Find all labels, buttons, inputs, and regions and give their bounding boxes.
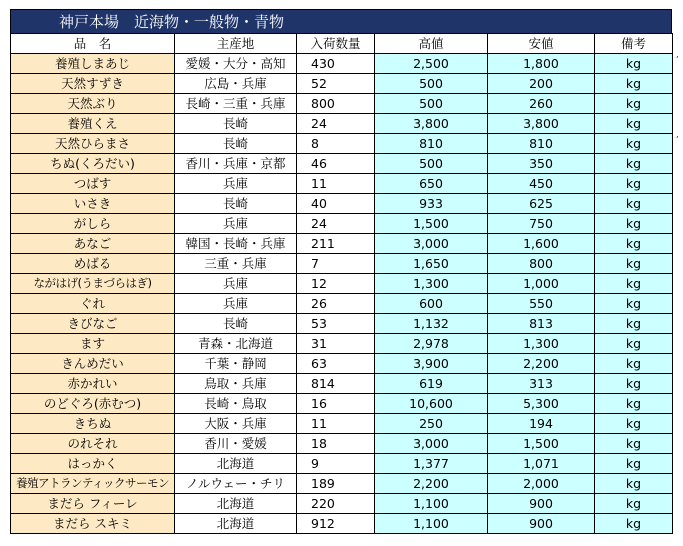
- cell-high: 1,500: [375, 214, 488, 234]
- cell-qty: 11: [297, 174, 375, 194]
- table-row: [11, 434, 673, 454]
- cell-low: 625: [488, 194, 595, 214]
- table-row: [11, 154, 673, 174]
- cell-low: 900: [488, 514, 595, 534]
- table-row: [11, 174, 673, 194]
- cell-qty: 8: [297, 134, 375, 154]
- cell-unit: kg: [595, 494, 673, 514]
- cell-unit: kg: [595, 414, 673, 434]
- cell-name: のれそれ: [11, 434, 175, 454]
- cell-name: いさき: [11, 194, 175, 214]
- cell-name: きちぬ: [11, 414, 175, 434]
- cell-unit: kg: [595, 454, 673, 474]
- cell-unit: kg: [595, 114, 673, 134]
- cell-name: のどぐろ(赤むつ): [11, 394, 175, 414]
- cell-high: 1,377: [375, 454, 488, 474]
- cell-low: 2,200: [488, 354, 595, 374]
- cell-qty: 40: [297, 194, 375, 214]
- cell-low: 1,800: [488, 54, 595, 74]
- cell-qty: 16: [297, 394, 375, 414]
- table-row: [11, 254, 673, 274]
- cell-high: 500: [375, 94, 488, 114]
- table-row: [11, 74, 673, 94]
- table-row: [11, 514, 673, 534]
- cell-unit: kg: [595, 474, 673, 494]
- cell-qty: 814: [297, 374, 375, 394]
- cell-unit: kg: [595, 74, 673, 94]
- cell-name: きんめだい: [11, 354, 175, 374]
- cell-unit: kg: [595, 434, 673, 454]
- cell-origin: 兵庫: [175, 214, 297, 234]
- table-row: [11, 354, 673, 374]
- cell-unit: kg: [595, 374, 673, 394]
- cell-origin: 香川・兵庫・京都: [175, 154, 297, 174]
- cell-qty: 800: [297, 94, 375, 114]
- price-sheet: [10, 9, 672, 534]
- cell-unit: kg: [595, 54, 673, 74]
- cell-origin: 長崎・三重・兵庫: [175, 94, 297, 114]
- cell-name: 天然ひらまさ: [11, 134, 175, 154]
- cell-name: ちぬ(くろだい): [11, 154, 175, 174]
- cell-low: 194: [488, 414, 595, 434]
- cell-name: 天然すずき: [11, 74, 175, 94]
- cell-name: 養殖しまあじ: [11, 54, 175, 74]
- cell-high: 500: [375, 154, 488, 174]
- cell-origin: 三重・兵庫: [175, 254, 297, 274]
- cell-unit: kg: [595, 314, 673, 334]
- table-row: [11, 314, 673, 334]
- cell-unit: kg: [595, 334, 673, 354]
- cell-low: 813: [488, 314, 595, 334]
- cell-low: 2,000: [488, 474, 595, 494]
- table-row: [11, 194, 673, 214]
- cell-origin: 大阪・兵庫: [175, 414, 297, 434]
- cell-high: 250: [375, 414, 488, 434]
- header-row: [11, 34, 673, 54]
- cell-qty: 7: [297, 254, 375, 274]
- cell-qty: 63: [297, 354, 375, 374]
- header-low: 安値: [488, 34, 595, 54]
- cell-qty: 9: [297, 454, 375, 474]
- cell-origin: 愛媛・大分・高知: [175, 54, 297, 74]
- cell-origin: 長崎: [175, 134, 297, 154]
- table-row: [11, 134, 673, 154]
- cell-unit: kg: [595, 274, 673, 294]
- cell-qty: 24: [297, 114, 375, 134]
- cell-qty: 52: [297, 74, 375, 94]
- cell-origin: ノルウェー・チリ: [175, 474, 297, 494]
- cell-high: 1,300: [375, 274, 488, 294]
- cell-low: 750: [488, 214, 595, 234]
- table-row: [11, 94, 673, 114]
- cell-origin: 北海道: [175, 454, 297, 474]
- cell-low: 1,071: [488, 454, 595, 474]
- cell-high: 3,800: [375, 114, 488, 134]
- cell-unit: kg: [595, 174, 673, 194]
- cell-high: 619: [375, 374, 488, 394]
- cell-qty: 46: [297, 154, 375, 174]
- cell-origin: 千葉・静岡: [175, 354, 297, 374]
- cell-low: 900: [488, 494, 595, 514]
- cell-origin: 長崎: [175, 114, 297, 134]
- sheet-title: 神戸本場 近海物・一般物・青物: [10, 9, 672, 33]
- table-row: [11, 214, 673, 234]
- cell-high: 650: [375, 174, 488, 194]
- cell-unit: kg: [595, 234, 673, 254]
- table-row: [11, 114, 673, 134]
- header-origin: 主産地: [175, 34, 297, 54]
- header-name: 品 名: [11, 34, 175, 54]
- table-row: [11, 54, 673, 74]
- cell-high: 2,500: [375, 54, 488, 74]
- table-row: [11, 294, 673, 314]
- cell-unit: kg: [595, 254, 673, 274]
- cell-name: まだら スキミ: [11, 514, 175, 534]
- cell-qty: 189: [297, 474, 375, 494]
- cell-low: 800: [488, 254, 595, 274]
- cell-name: ながはげ(うまづらはぎ): [11, 274, 175, 294]
- cell-name: めばる: [11, 254, 175, 274]
- cell-qty: 211: [297, 234, 375, 254]
- cell-name: 養殖くえ: [11, 114, 175, 134]
- cell-origin: 長崎: [175, 194, 297, 214]
- cell-origin: 兵庫: [175, 294, 297, 314]
- cell-high: 3,900: [375, 354, 488, 374]
- cell-name: 赤かれい: [11, 374, 175, 394]
- cell-unit: kg: [595, 514, 673, 534]
- table-row: [11, 274, 673, 294]
- cell-high: 3,000: [375, 434, 488, 454]
- cell-qty: 18: [297, 434, 375, 454]
- cell-high: 10,600: [375, 394, 488, 414]
- cell-qty: 53: [297, 314, 375, 334]
- table-row: [11, 414, 673, 434]
- cell-unit: kg: [595, 194, 673, 214]
- table-row: [11, 394, 673, 414]
- table-row: [11, 334, 673, 354]
- cell-qty: 26: [297, 294, 375, 314]
- cell-unit: kg: [595, 354, 673, 374]
- cell-low: 350: [488, 154, 595, 174]
- cell-qty: 11: [297, 414, 375, 434]
- table-row: [11, 234, 673, 254]
- cell-name: 天然ぶり: [11, 94, 175, 114]
- cell-high: 1,100: [375, 494, 488, 514]
- cell-name: きびなご: [11, 314, 175, 334]
- cell-unit: kg: [595, 94, 673, 114]
- cell-low: 1,000: [488, 274, 595, 294]
- table-body: [11, 54, 673, 534]
- cell-origin: 韓国・長崎・兵庫: [175, 234, 297, 254]
- cell-low: 810: [488, 134, 595, 154]
- cell-low: 1,500: [488, 434, 595, 454]
- cell-unit: kg: [595, 214, 673, 234]
- edge-mark-2: ,: [676, 130, 679, 139]
- table-row: [11, 374, 673, 394]
- cell-low: 550: [488, 294, 595, 314]
- cell-origin: 長崎・鳥取: [175, 394, 297, 414]
- cell-qty: 912: [297, 514, 375, 534]
- cell-high: 2,200: [375, 474, 488, 494]
- cell-high: 1,132: [375, 314, 488, 334]
- table-row: [11, 474, 673, 494]
- cell-unit: kg: [595, 294, 673, 314]
- cell-high: 933: [375, 194, 488, 214]
- cell-low: 260: [488, 94, 595, 114]
- cell-high: 3,000: [375, 234, 488, 254]
- cell-low: 3,800: [488, 114, 595, 134]
- cell-low: 1,300: [488, 334, 595, 354]
- cell-unit: kg: [595, 394, 673, 414]
- cell-name: ます: [11, 334, 175, 354]
- cell-name: あなご: [11, 234, 175, 254]
- table-row: [11, 494, 673, 514]
- cell-high: 810: [375, 134, 488, 154]
- cell-name: がしら: [11, 214, 175, 234]
- cell-origin: 香川・愛媛: [175, 434, 297, 454]
- cell-origin: 長崎: [175, 314, 297, 334]
- cell-name: まだら フィーレ: [11, 494, 175, 514]
- cell-name: 養殖アトランティックサーモン: [11, 474, 175, 494]
- cell-origin: 広島・兵庫: [175, 74, 297, 94]
- cell-low: 1,600: [488, 234, 595, 254]
- table-row: [11, 454, 673, 474]
- cell-origin: 青森・北海道: [175, 334, 297, 354]
- cell-unit: kg: [595, 134, 673, 154]
- cell-low: 450: [488, 174, 595, 194]
- cell-name: はっかく: [11, 454, 175, 474]
- header-unit: 備考: [595, 34, 673, 54]
- cell-qty: 430: [297, 54, 375, 74]
- price-table: [10, 33, 673, 534]
- cell-low: 313: [488, 374, 595, 394]
- cell-origin: 北海道: [175, 494, 297, 514]
- cell-low: 5,300: [488, 394, 595, 414]
- header-high: 高値: [375, 34, 488, 54]
- cell-high: 2,978: [375, 334, 488, 354]
- cell-qty: 12: [297, 274, 375, 294]
- cell-high: 600: [375, 294, 488, 314]
- cell-qty: 24: [297, 214, 375, 234]
- cell-unit: kg: [595, 154, 673, 174]
- cell-origin: 兵庫: [175, 274, 297, 294]
- cell-origin: 鳥取・兵庫: [175, 374, 297, 394]
- cell-qty: 220: [297, 494, 375, 514]
- header-qty: 入荷数量: [297, 34, 375, 54]
- cell-origin: 北海道: [175, 514, 297, 534]
- cell-origin: 兵庫: [175, 174, 297, 194]
- cell-high: 1,100: [375, 514, 488, 534]
- cell-qty: 31: [297, 334, 375, 354]
- cell-low: 200: [488, 74, 595, 94]
- cell-high: 500: [375, 74, 488, 94]
- edge-mark-1: ,: [676, 50, 679, 59]
- cell-name: ぐれ: [11, 294, 175, 314]
- cell-high: 1,650: [375, 254, 488, 274]
- cell-name: つばす: [11, 174, 175, 194]
